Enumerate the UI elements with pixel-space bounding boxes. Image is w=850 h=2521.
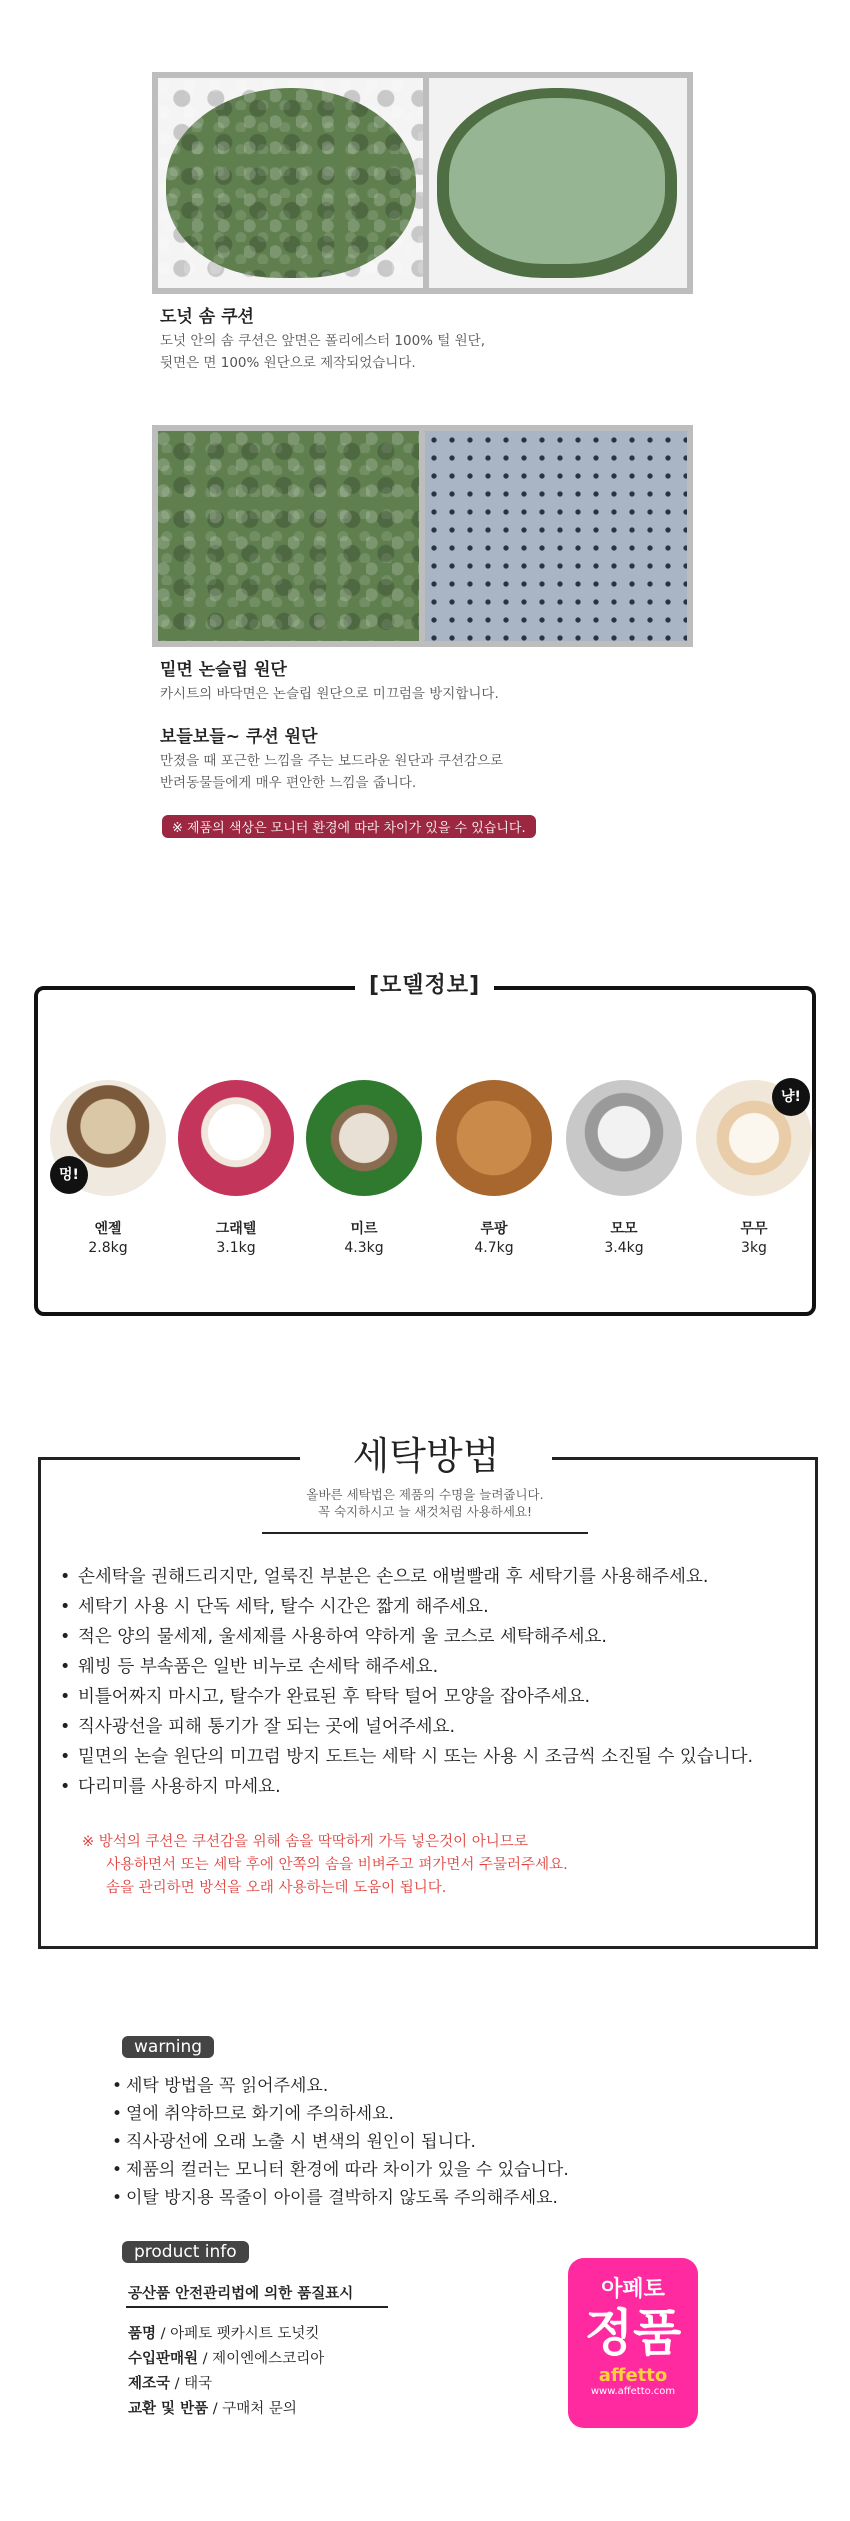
pet-name: 무무: [740, 1221, 768, 1237]
list-item: • 적은 양의 물세제, 울세제를 사용하여 약하게 울 코스로 세탁해주세요.: [60, 1622, 753, 1652]
pet-name: 엔젤: [94, 1221, 122, 1237]
info-value: / 태국: [170, 2376, 213, 2392]
list-item: • 이탈 방지용 목줄이 아이를 결박하지 않도록 주의해주세요.: [112, 2184, 569, 2212]
wash-divider: [262, 1532, 588, 1534]
badge-main: 정품: [584, 2304, 682, 2362]
wash-subtitle-2: 꼭 숙지하시고 늘 새것처럼 사용하세요!: [317, 1504, 533, 1519]
list-item: • 비틀어짜지 마시고, 탈수가 완료된 후 탁탁 털어 모양을 잡아주세요.: [60, 1682, 753, 1712]
pet-weight: 2.8kg: [88, 1240, 128, 1256]
pet-name: 루팡: [480, 1221, 508, 1237]
info-label: 수입판매원: [128, 2351, 199, 2367]
list-item: • 세탁 방법을 꼭 읽어주세요.: [112, 2072, 569, 2100]
color-note: ※ 제품의 색상은 모니터 환경에 따라 차이가 있을 수 있습니다.: [162, 815, 536, 838]
speech-bubble: 멍!: [50, 1156, 88, 1194]
list-item: • 세탁기 사용 시 단독 세탁, 탈수 시간은 짧게 해주세요.: [60, 1592, 753, 1622]
speech-bubble: 냥!: [772, 1078, 810, 1116]
info-label: 품명: [128, 2326, 157, 2342]
product-info-divider: [126, 2306, 388, 2308]
soft-fabric-photo: [158, 431, 419, 641]
info-value: / 아페토 펫카시트 도넛킷: [156, 2326, 320, 2342]
pet-name: 그래텔: [215, 1221, 257, 1237]
pet-weight: 3.1kg: [216, 1240, 256, 1256]
nonslip-text: 카시트의 바닥면은 논슬립 원단으로 미끄럼을 방지합니다.: [160, 686, 499, 702]
list-item: • 웨빙 등 부속품은 일반 비누로 손세탁 해주세요.: [60, 1652, 753, 1682]
list-item: • 직사광선에 오래 노출 시 변색의 원인이 됩니다.: [112, 2128, 569, 2156]
pet-photo-mir: [306, 1080, 422, 1196]
nonslip-title: 밑면 논슬립 원단: [160, 660, 287, 680]
pet-weight: 4.3kg: [344, 1240, 384, 1256]
warning-tag: warning: [122, 2036, 214, 2058]
list-item: • 밑면의 논슬 원단의 미끄럼 방지 도트는 세탁 시 또는 사용 시 조금씩 소진될 수 있습니다.: [60, 1742, 753, 1772]
info-row-importer: [128, 2347, 324, 2372]
badge-url: www.affetto.com: [590, 2386, 676, 2397]
pet-weight: 4.7kg: [474, 1240, 514, 1256]
cushion-care-note-3: 솜을 관리하면 방석을 오래 사용하는데 도움이 됩니다.: [106, 1880, 447, 1896]
info-row-name: [128, 2322, 319, 2347]
pet-weight: 3kg: [741, 1240, 767, 1256]
list-item: • 제품의 컬러는 모니터 환경에 따라 차이가 있을 수 있습니다.: [112, 2156, 569, 2184]
nonslip-fabric-photo: [425, 431, 687, 641]
cushion-back-photo: [429, 78, 687, 288]
info-row-country: [128, 2372, 212, 2397]
list-item: • 열에 취약하므로 화기에 주의하세요.: [112, 2100, 569, 2128]
cushion-care-note-2: 사용하면서 또는 세탁 후에 안쪽의 솜을 비벼주고 펴가면서 주물러주세요.: [106, 1857, 568, 1873]
wash-list: [60, 1562, 753, 1802]
pet-photo-momo: [566, 1080, 682, 1196]
pet-photo-lupang: [436, 1080, 552, 1196]
soft-fabric-text-1: 만졌을 때 포근한 느낌을 주는 보드라운 원단과 쿠션감으로: [160, 753, 504, 769]
badge-brand: affetto: [598, 2365, 668, 2386]
info-label: 제조국: [128, 2376, 171, 2392]
pet-name: 미르: [350, 1221, 378, 1237]
info-row-return: [128, 2397, 297, 2422]
cushion-text-2: 뒷면은 면 100% 원단으로 제작되었습니다.: [160, 355, 416, 371]
wash-subtitle-1: 올바른 세탁법은 제품의 수명을 늘려줍니다.: [306, 1487, 544, 1502]
list-item: • 직사광선을 피해 통기가 잘 되는 곳에 널어주세요.: [60, 1712, 753, 1742]
fabric-photo-frame: [152, 425, 693, 647]
info-value: / 구매처 문의: [208, 2401, 297, 2417]
info-label: 교환 및 반품: [128, 2401, 209, 2417]
soft-fabric-text-2: 반려동물들에게 매우 편안한 느낌을 줍니다.: [160, 775, 417, 791]
cushion-photo-frame: [152, 72, 693, 294]
product-info-tag: product info: [122, 2241, 249, 2263]
pet-photo-gretel: [178, 1080, 294, 1196]
pet-name: 모모: [610, 1221, 638, 1237]
cushion-text-1: 도넛 안의 솜 쿠션은 앞면은 폴리에스터 100% 털 원단,: [160, 333, 485, 349]
cushion-title: 도넛 솜 쿠션: [160, 307, 254, 327]
warning-list: [112, 2072, 569, 2212]
model-info-title: [모델정보]: [355, 968, 494, 999]
soft-fabric-title: 보들보들~ 쿠션 원단: [160, 727, 318, 747]
cushion-front-photo: [158, 78, 423, 288]
cushion-care-note-1: ※ 방석의 쿠션은 쿠션감을 위해 솜을 딱딱하게 가득 넣은것이 아니므로: [82, 1834, 528, 1850]
product-info-heading: 공산품 안전관리법에 의한 품질표시: [128, 2286, 354, 2302]
genuine-badge: [568, 2258, 698, 2428]
info-value: / 제이엔에스코리아: [198, 2351, 325, 2367]
list-item: • 다리미를 사용하지 마세요.: [60, 1772, 753, 1802]
list-item: • 손세탁을 권해드리지만, 얼룩진 부분은 손으로 애벌빨래 후 세탁기를 사용해주세요.: [60, 1562, 753, 1592]
pet-weight: 3.4kg: [604, 1240, 644, 1256]
badge-top: 아페토: [601, 2277, 665, 2302]
wash-title: 세탁방법: [300, 1425, 552, 1480]
